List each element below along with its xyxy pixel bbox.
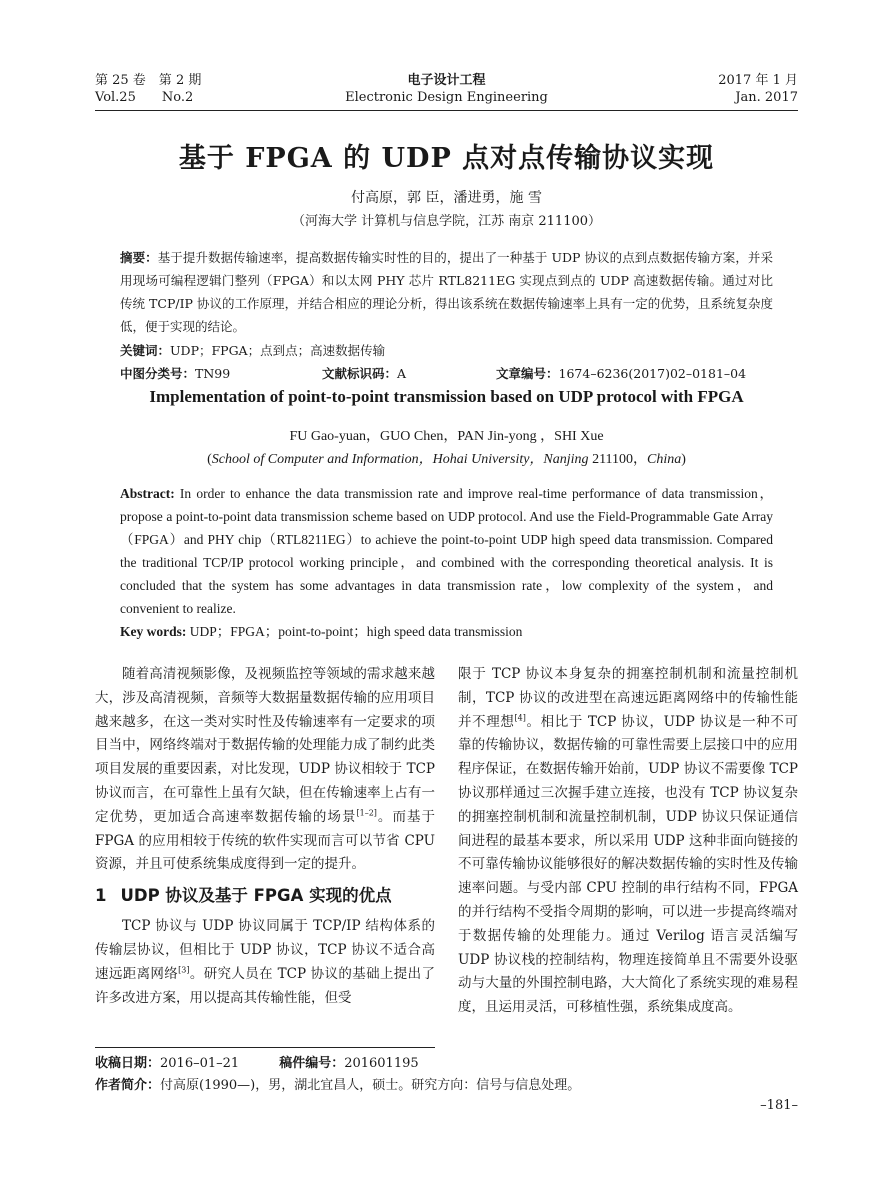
section-number: 1 xyxy=(95,886,107,906)
section-heading xyxy=(95,884,435,908)
continued-paragraph: 限于 TCP 协议本身复杂的拥塞控制机制和流量控制机制，TCP 协议的改进型在高速远距离网络中的传输性能并不理想[4]。相比于 TCP 协议，UDP 协议是一种不可靠的传输协议，数据传输的可靠性需要上层接口中的应用程序保证，在数据传输开始前，UDP 协议不需要像 TCP 协议那样通过三次握手建立连接，也没有 TCP 协议复杂的拥塞控制机制和流量控制机制，UDP 协议只保证通信间进程的最基本要求，所以采用 UDP 这种非面向链接的不可靠传输协议能够很好的解决数据传输的实时性及传输速率问题。与受内部 CPU 控制的串行结构不同，FPGA 的并行结构不受指令周期的影响，可以进一步提高终端对于数据传输的处理能力。通过 Verilog 语言灵活编写 UDP 协议栈的控制结构，物理连接简单且不需要外设驱动与大量的外围控制电路，大大简化了系统实现的难易程度，且运用灵活，可移植性强，系统集成度高。 xyxy=(458,666,799,1016)
running-header xyxy=(95,72,798,112)
issue-date-zh: 2017 年 1 月 xyxy=(718,73,798,88)
keywords-zh xyxy=(120,339,773,362)
section-title: UDP 协议及基于 FPGA 实现的优点 xyxy=(120,886,392,906)
article-number: 文章编号：1674–6236(2017)02–0181–04 xyxy=(496,366,747,381)
abstract-zh xyxy=(120,246,773,338)
paper-title-zh: 基于 FPGA 的 UDP 点对点传输协议实现 xyxy=(178,143,715,174)
volume-issue-en: Vol.25 No.2 xyxy=(95,90,194,105)
footnote-divider xyxy=(95,1047,435,1048)
issue-date xyxy=(718,72,798,106)
paper-title-en: Implementation of point-to-point transmission based on UDP protocol with FPGA xyxy=(149,387,744,406)
keywords-en-label: Key words: xyxy=(120,624,187,639)
keywords-zh-label: 关键词： xyxy=(120,343,171,358)
body-column-right xyxy=(458,663,798,1020)
abstract-en-text: In order to enhance the data transmission rate and improve real-time performance of data transmission，propose a point-to-point data transmission scheme based on UDP protocol. And use the Field-Programmable Gate Array（FPGA）and PHY chip（RTL8211EG）to achieve the point-to-point UDP high speed data transmission. Compared the traditional TCP/IP protocol working principle，and combined with the corresponding theoretical analysis. It is concluded that the system has some advantages in data transmission rate，low complexity of the system，and convenient to realize. xyxy=(120,486,774,616)
journal-name xyxy=(95,72,798,106)
abstract-zh-label: 摘要： xyxy=(120,250,158,265)
citation-ref: [3] xyxy=(178,965,190,975)
document-code: 文献标识码：A xyxy=(322,366,407,381)
volume-issue-zh: 第 25 卷 第 2 期 xyxy=(95,73,202,88)
abstract-zh-text: 基于提升数据传输速率，提高数据传输实时性的目的，提出了一种基于 UDP 协议的点到点数据传输方案，并采用现场可编程逻辑门整列（FPGA）和以太网 PHY 芯片 RTL8211EG 实现点到点的 UDP 高速数据传输。通过对比传统 TCP/IP 协议的工作原理，并结合相应的理论分析，得出该系统在数据传输速率上具有一定的优势，且系统复杂度低，便于实现的结论。 xyxy=(120,250,773,334)
section1-paragraph: TCP 协议与 UDP 协议同属于 TCP/IP 结构体系的传输层协议，但相比于 UDP 协议，TCP 协议不适合高速远距离网络[3]。研究人员在 TCP 协议的基础上提出了许多改进方案，用以提高其传输性能，但受 xyxy=(95,918,436,1006)
citation-ref: [1–2] xyxy=(356,808,377,818)
header-divider xyxy=(95,110,798,111)
keywords-zh-text: UDP；FPGA；点到点；高速数据传输 xyxy=(170,343,386,358)
journal-name-zh: 电子设计工程 xyxy=(407,73,486,88)
abstract-en-label: Abstract: xyxy=(120,486,175,501)
issue-date-en: Jan. 2017 xyxy=(735,90,798,105)
keywords-en-text: UDP；FPGA；point-to-point；high speed data transmission xyxy=(189,624,523,639)
affiliation-en: (School of Computer and Information，Hohai University，Nanjing 211100，China) xyxy=(207,452,686,467)
abstract-en xyxy=(120,482,773,620)
journal-name-en: Electronic Design Engineering xyxy=(345,90,548,105)
intro-paragraph: 随着高清视频影像，及视频监控等领域的需求越来越大，涉及高清视频，音频等大数据量数据传输的应用项目越来越多，在这一类对实时性及传输速率有一定要求的项目当中，网络终端对于数据传输的处理能力成了制约此类项目发展的重要因素，对比发现，UDP 协议相较于 TCP 协议而言，在可靠性上虽有欠缺，但在传输速率上占有一定优势，更加适合高速率数据传输的场景[1–2]。而基于 FPGA 的应用相较于传统的软件实现而言可以节省 CPU 资源，并且可使系统集成度得到一定的提升。 xyxy=(95,666,436,873)
keywords-en xyxy=(120,621,773,643)
footnote-received: 收稿日期：2016–01–21 稿件编号：201601195 xyxy=(95,1056,419,1071)
authors-en: FU Gao-yuan，GUO Chen，PAN Jin-yong ，SHI Xue xyxy=(289,429,604,444)
affiliation-zh: （河海大学 计算机与信息学院，江苏 南京 211100） xyxy=(291,214,602,229)
footnote-author-bio: 作者简介：付高原(1990—)，男，湖北宜昌人，硕士。研究方向：信号与信息处理。 xyxy=(95,1078,581,1093)
authors-zh: 付高原，郭 臣，潘进勇，施 雪 xyxy=(351,190,542,206)
body-column-left xyxy=(95,663,435,1010)
page-number: –181– xyxy=(760,1098,798,1113)
clc-number: 中图分类号：TN99 xyxy=(120,366,231,381)
citation-ref: [4] xyxy=(514,713,526,723)
